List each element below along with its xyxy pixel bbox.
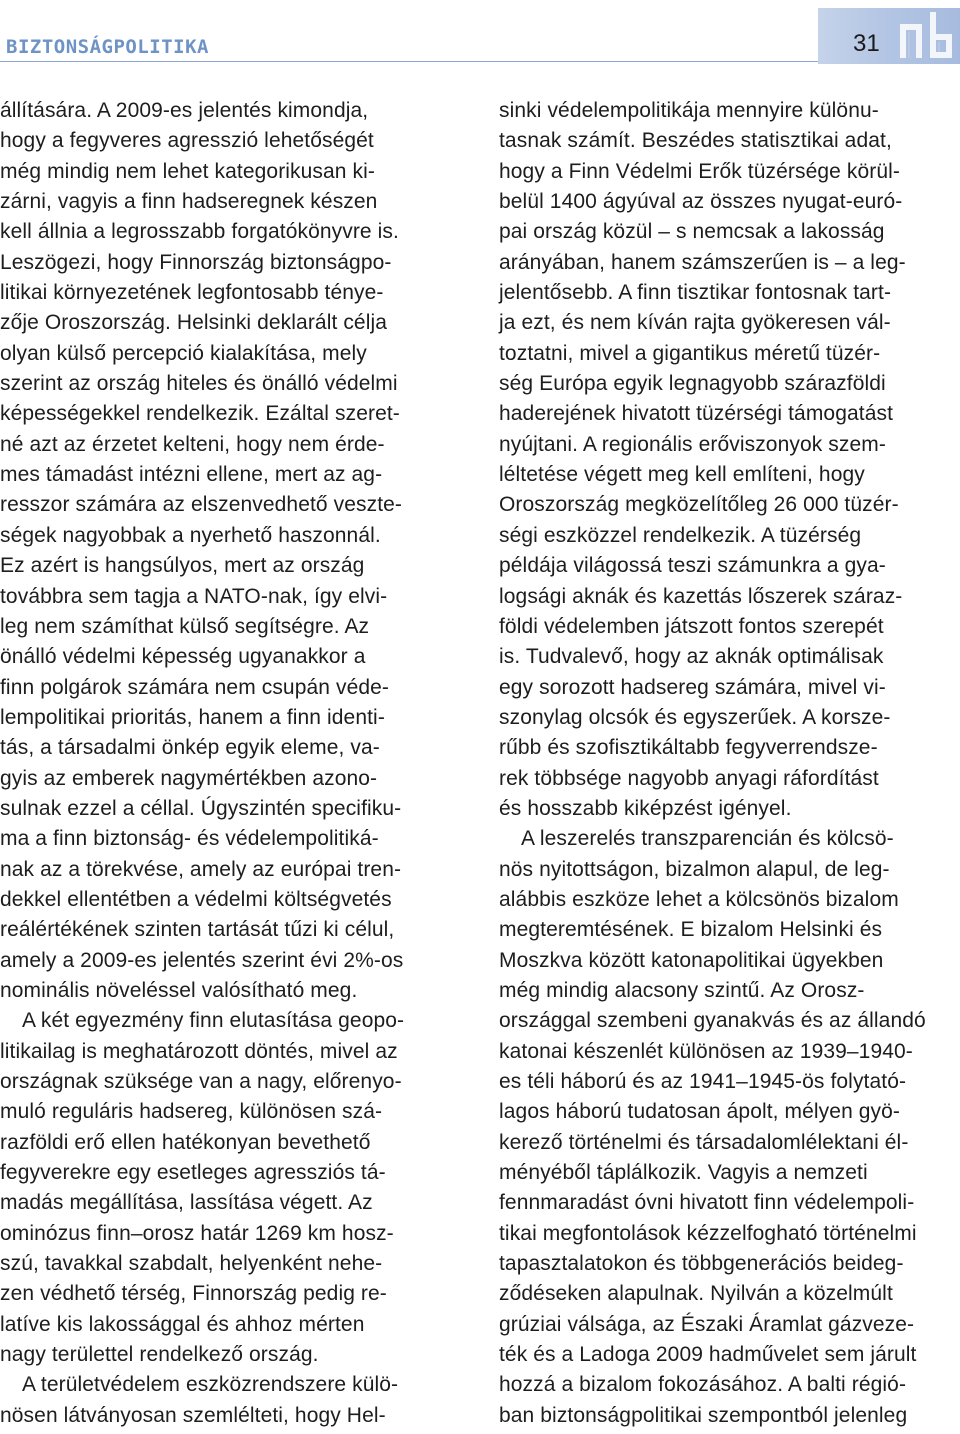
paragraph: A két egyezmény finn elutasítása geopo- litikailag is meghatározott döntés, mivel az országnak szüksége van a nagy, előrenyo- muló reguláris hadsereg, különösen szá- razföldi erő ellen hatékonyan bevethető fegyverekre egy esetleges agressziós tá- madás megállítása, lassítása végett. Az ominózus finn–orosz határ 1269 km hosz- szú, tavakkal szabdalt, helyenként nehe- zen védhető térség, Finnország pedig re- latíve kis lakossággal és ahhoz mérten nagy területtel rendelkező ország. <box>0 1009 405 1367</box>
left-column <box>0 96 457 1431</box>
page-number-box <box>818 8 960 64</box>
paragraph: A leszerelés transzparencián és kölcsö- nös nyitottságon, bizalmon alapul, de leg- alábbis eszköze lehet a kölcsönös bizalom megteremtésének. E bizalom Helsinki és Moszkva között katonapolitikai ügyekben még mindig alacsony szintű. Az Orosz- országgal szembeni gyanakvás és az állandó katonai készenlét különösen az 1939–1940- es téli háború és az 1941–1945-ös folytató- lagos háború tudatosan ápolt, mélyen gyö- kerező történelmi és társadalomlélektani él- ményéből táplálkozik. Vagyis a nemzeti fennmaradást óvni hivatott finn védelempoli- tikai megfontolások kézzelfogható történelmi tapasztalatokon és többgenerációs beideg- ződéseken alapulnak. Nyilván a közelmúlt grúziai válsága, az Északi Áramlat gázveze- ték és a Ladoga 2009 hadművelet sem járult hozzá a bizalom fokozásához. A balti régió- ban biztonságpolitikai szempontból jelenleg <box>499 827 926 1427</box>
article-body <box>0 96 960 1434</box>
right-column <box>499 96 954 1431</box>
paragraph: A területvédelem eszközrendszere külö- nösen látványosan szemlélteti, hogy Hel- <box>0 1373 399 1427</box>
section-title: BIZTONSÁGPOLITIKA <box>6 36 209 58</box>
header-rule <box>0 61 818 62</box>
paragraph: sinki védelempolitikája mennyire különu- tasnak számít. Beszédes statisztikai adat, hogy a Finn Védelmi Erők tüzérsége körül- belül 1400 ágyúval az összes nyugat-euró- pai ország közül – s nemcsak a lakosság arányában, hanem számszerűen is – a leg- jelentősebb. A finn tisztikar fontosnak tart- ja ezt, és nem kíván rajta gyökeresen vál- toztatni, mivel a gigantikus méretű tüzér- ség Európa egyik legnagyobb szárazföldi haderejének hivatott tüzérségi támogatást nyújtani. A regionális erőviszonyok szem- léltetése végett meg kell említeni, hogy Oroszország megközelítőleg 26 000 tüzér- ségi eszközzel rendelkezik. A tüzérség példája világossá teszi számunkra a gya- logsági aknák és kazettás lőszerek száraz- földi védelemben játszott fontos szerepét is. Tudvalevő, hogy az aknák optimálisak egy sorozott hadsereg számára, mivel vi- szonylag olcsók és egyszerűek. A korsze- rűbb és szofisztikáltabb fegyverrendsze- rek többsége nagyobb anyagi ráfordítást és hosszabb kiképzést igényel. <box>499 99 906 820</box>
page-header <box>0 0 960 64</box>
nb-logo <box>894 10 958 62</box>
paragraph: állítására. A 2009-es jelentés kimondja, hogy a fegyveres agresszió lehetőségét még mindig nem lehet kategorikusan ki- zárni, vagyis a finn hadseregnek készen kell állnia a legrosszabb forgatókönyvre is. Leszögezi, hogy Finnország biztonságpo- litikai környezetének legfontosabb ténye- zője Oroszország. Helsinki deklarált célja olyan külső percepció kialakítása, mely szerint az ország hiteles és önálló védelmi képességekkel rendelkezik. Ezáltal szeret- né azt az érzetet kelteni, hogy nem érde- mes támadást intézni ellene, mert az ag- resszor számára az elszenvedhető veszte- ségek nagyobbak a nyerhető haszonnál. Ez azért is hangsúlyos, mert az ország továbbra sem tagja a NATO-nak, így elvi- leg nem számíthat külső segítségre. Az önálló védelmi képesség ugyanakkor a finn polgárok számára nem csupán véde- lempolitikai prioritás, hanem a finn identi- tás, a társadalmi önkép egyik eleme, va- gyis az emberek nagymértékben azono- sulnak ezzel a céllal. Úgyszintén specifiku- ma a finn biztonság- és védelempolitiká- nak az a törekvése, amely az európai tren- dekkel ellentétben a védelmi költségvetés reálértékének szinten tartását tűzi ki célul, amely a 2009-es jelentés szerint évi 2%-os nominális növeléssel valósítható meg. <box>0 99 404 1002</box>
page-number: 31 <box>853 30 880 57</box>
